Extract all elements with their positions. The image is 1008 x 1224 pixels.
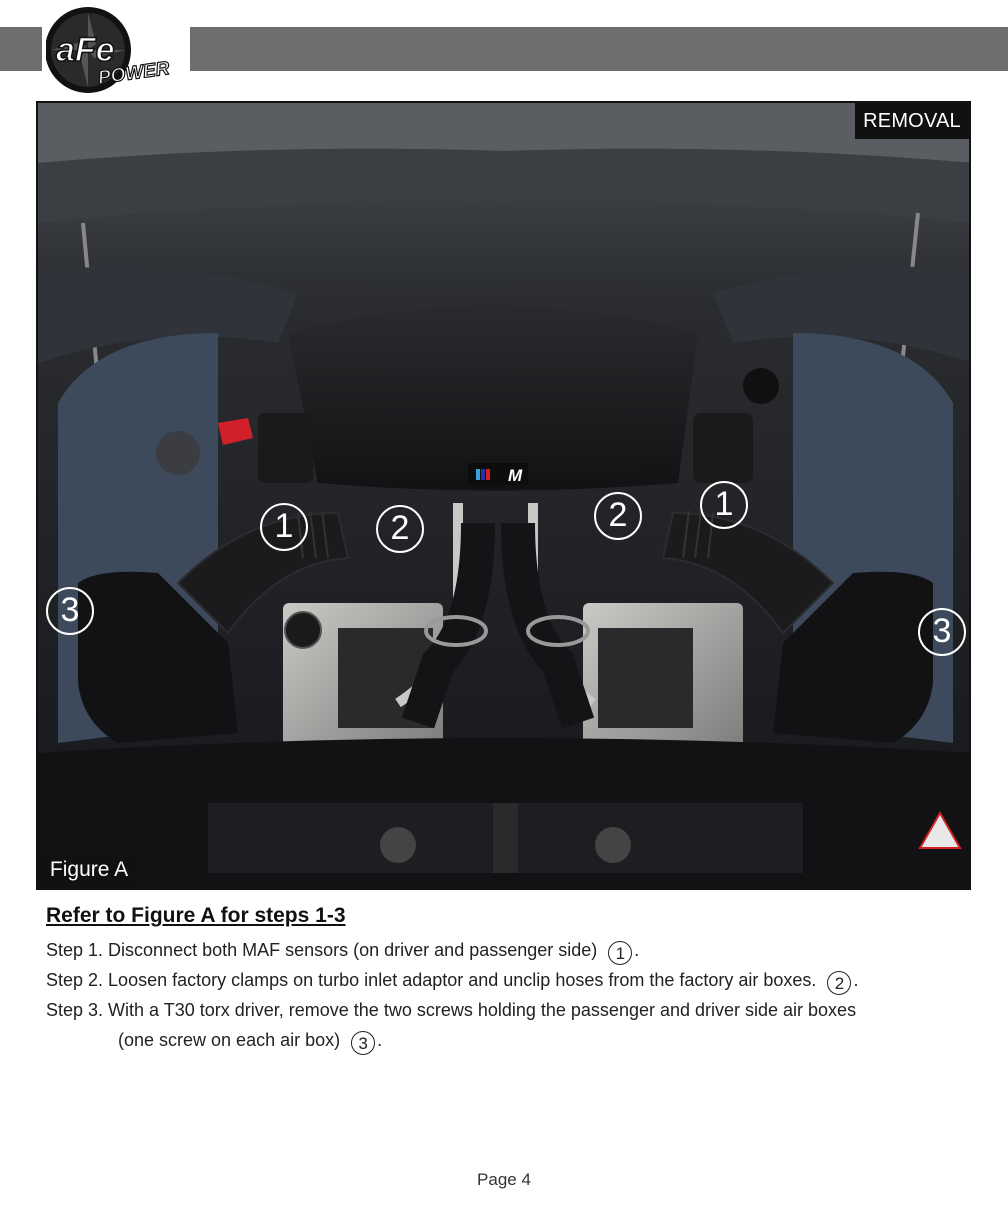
step-2-text: Step 2. Loosen factory clamps on turbo inlet adaptor and unclip hoses from the factory air boxes.: [46, 970, 817, 990]
afe-power-logo: [46, 4, 196, 96]
callout-3-left: 3: [46, 587, 94, 635]
m-badge-text: M: [508, 466, 523, 485]
step-2: [46, 970, 858, 995]
step-3-end: .: [377, 1030, 383, 1050]
step-1-text: Step 1. Disconnect both MAF sensors (on driver and passenger side): [46, 940, 598, 960]
callout-1-left: 1: [260, 503, 308, 551]
figure-a-photo: [36, 101, 971, 890]
page-number: Page 4: [477, 1170, 531, 1189]
step-1: [46, 940, 639, 965]
callout-2-left: 2: [376, 505, 424, 553]
step-2-ref: 2: [827, 971, 851, 995]
callout-2-right: 2: [594, 492, 642, 540]
step-3-cont-text: (one screw on each air box): [118, 1030, 341, 1050]
callout-3-right: 3: [918, 608, 966, 656]
logo-text-afe: aFe: [56, 31, 115, 69]
steps-heading: Refer to Figure A for steps 1-3: [46, 904, 346, 927]
engine-bay-image: [38, 103, 971, 890]
logo-text-power: POWER: [96, 58, 171, 89]
step-2-end: .: [853, 970, 859, 990]
step-1-ref: 1: [608, 941, 632, 965]
step-3: [46, 1000, 856, 1021]
step-3-text: Step 3. With a T30 torx driver, remove the two screws holding the passenger and driver side air boxes: [46, 1000, 857, 1020]
callout-1-right: 1: [700, 481, 748, 529]
step-3-ref: 3: [351, 1031, 375, 1055]
step-3-continued: [118, 1030, 382, 1055]
removal-label: REMOVAL: [855, 103, 969, 139]
step-1-end: .: [634, 940, 640, 960]
figure-caption: Figure A: [38, 852, 140, 888]
